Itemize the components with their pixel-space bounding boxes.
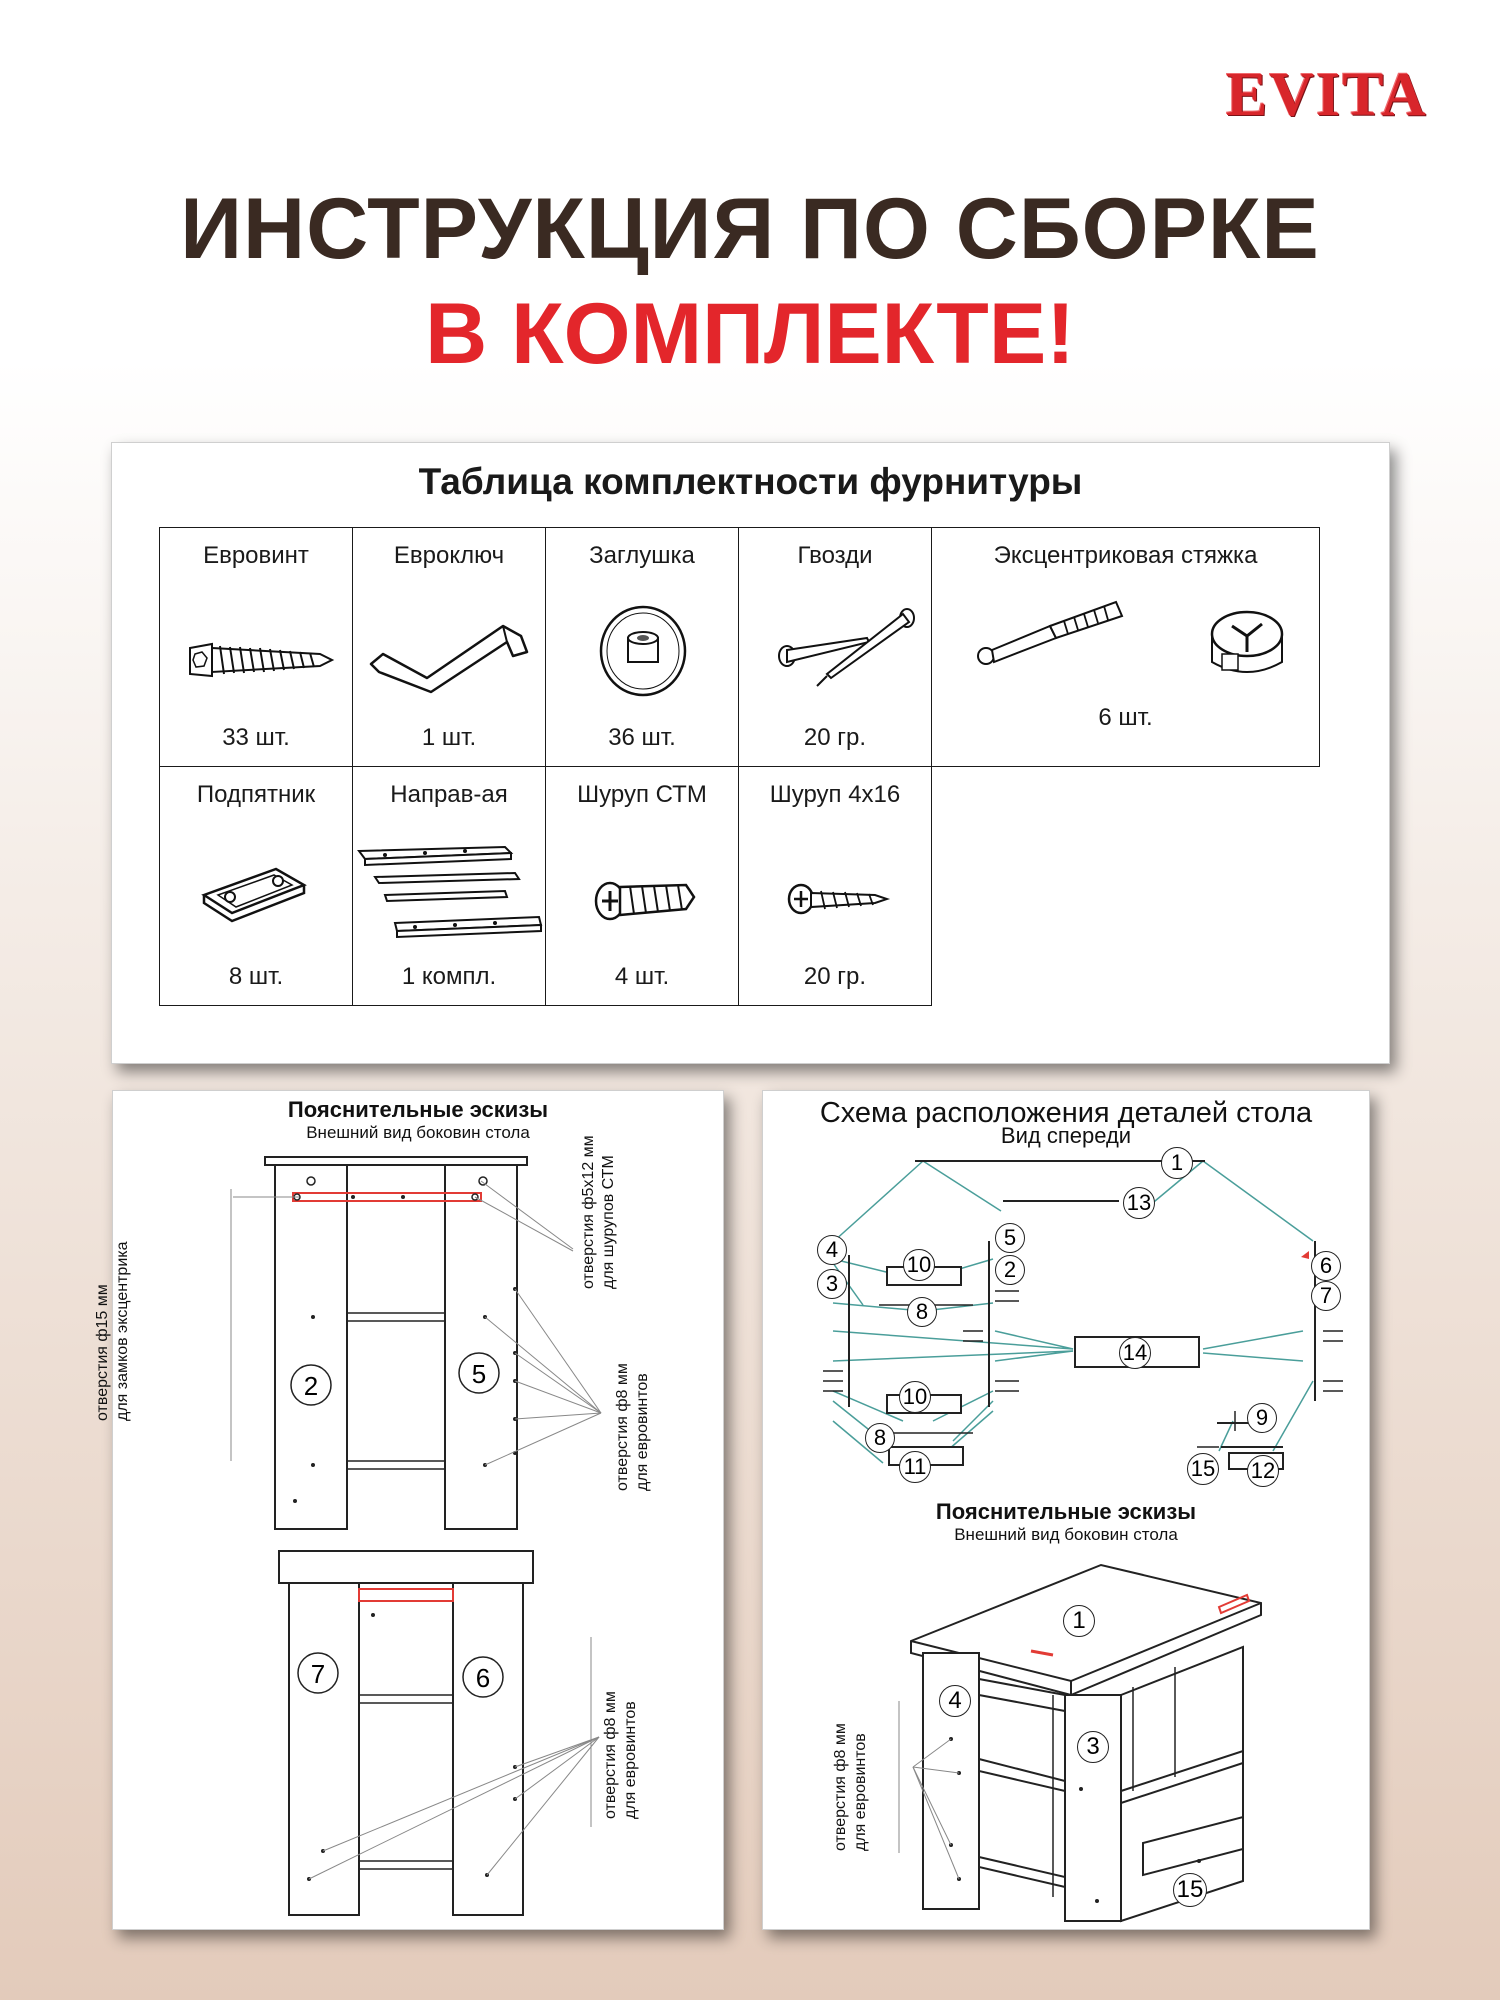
- hardware-name: Евровинт: [203, 542, 309, 569]
- cap-plug-icon: [588, 596, 698, 706]
- hardware-cell-guide: [352, 766, 546, 1006]
- hardware-name: Шуруп СТМ: [577, 781, 707, 808]
- hardware-name: Заглушка: [589, 542, 695, 569]
- part-label: 11: [899, 1451, 931, 1483]
- wood-screw-icon: [783, 857, 893, 937]
- part-label: 1: [1063, 1605, 1095, 1637]
- hardware-table-title: Таблица комплектности фурнитуры: [418, 461, 1083, 502]
- eurovint-hole-note: отверстия ф8 мм для евровинтов: [832, 1723, 869, 1851]
- eccentric-hole-note: отверстия ф15 мм для замков эксцентрика: [94, 1241, 131, 1421]
- hardware-cell-zaglushka: [545, 527, 739, 767]
- part-label: 7: [310, 1659, 326, 1689]
- eccentric-lock-icon: [1202, 596, 1292, 686]
- sketch-subtitle: Внешний вид боковин стола: [306, 1123, 530, 1142]
- part-label: 5: [995, 1223, 1025, 1253]
- sketch-title: Пояснительные эскизы: [935, 1499, 1197, 1524]
- part-label: 10: [899, 1381, 931, 1413]
- part-label: 1: [1161, 1147, 1193, 1179]
- ctm-hole-note: отверстия ф5х12 мм для шурупов СТМ: [580, 1135, 617, 1289]
- part-label: 2: [303, 1371, 319, 1401]
- part-label: 4: [939, 1685, 971, 1717]
- part-label: 4: [817, 1235, 847, 1265]
- part-label: 12: [1247, 1455, 1279, 1487]
- hardware-qty: 33 шт.: [222, 724, 290, 751]
- hardware-qty: 8 шт.: [228, 963, 284, 990]
- sketch-title: Пояснительные эскизы: [287, 1097, 549, 1122]
- scheme-title: Схема расположения деталей стола: [819, 1097, 1313, 1129]
- hardware-qty: 4 шт.: [614, 963, 670, 990]
- part-label: 9: [1247, 1403, 1277, 1433]
- part-label: 3: [817, 1269, 847, 1299]
- hardware-name: Эксцентриковая стяжка: [993, 542, 1258, 569]
- part-label: 7: [1311, 1281, 1341, 1311]
- brand-logo: EVITA: [1226, 61, 1428, 129]
- hardware-name: Евроключ: [393, 542, 505, 569]
- part-label: 2: [995, 1255, 1025, 1285]
- part-label: 6: [1311, 1251, 1341, 1281]
- hardware-cell-eccentric: [931, 527, 1320, 767]
- hardware-cell-eurovint: [159, 527, 353, 767]
- page-title: ИНСТРУКЦИЯ ПО СБОРКЕ: [180, 181, 1320, 277]
- hardware-cell-podpyatnik: [159, 766, 353, 1006]
- hardware-name: Направ-ая: [390, 781, 508, 808]
- part-label: 10: [903, 1249, 935, 1281]
- part-label: 15: [1173, 1873, 1207, 1907]
- hardware-qty: 1 компл.: [401, 963, 497, 990]
- part-label: 8: [865, 1423, 895, 1453]
- part-label: 5: [471, 1359, 487, 1389]
- eurovint-hole-note: отверстия ф8 мм для евровинтов: [614, 1363, 651, 1491]
- hardware-cell-screw-4x16: [738, 766, 932, 1006]
- hardware-qty: 20 гр.: [803, 724, 867, 751]
- hardware-name: Подпятник: [196, 781, 316, 808]
- hardware-qty: 20 гр.: [803, 963, 867, 990]
- euro-screw-icon: [180, 618, 340, 698]
- hardware-cell-gvozdi: [738, 527, 932, 767]
- page-subtitle: В КОМПЛЕКТЕ!: [425, 286, 1075, 382]
- hardware-name: Гвозди: [797, 542, 873, 569]
- drawer-rail-icon: [355, 843, 545, 953]
- layout-scheme-panel: [762, 1090, 1370, 1930]
- ctm-screw-icon: [590, 857, 700, 937]
- part-label: 3: [1077, 1731, 1109, 1763]
- hex-key-icon: [361, 606, 541, 696]
- hardware-cell-screw-ctm: [545, 766, 739, 1006]
- part-label: 14: [1119, 1337, 1151, 1369]
- part-label: 13: [1123, 1187, 1155, 1219]
- sketch-subtitle: Внешний вид боковин стола: [954, 1525, 1178, 1544]
- part-label: 6: [475, 1663, 491, 1693]
- part-label: 15: [1187, 1453, 1219, 1485]
- nails-icon: [747, 598, 927, 688]
- sidewall-sketch-panel: [94, 1090, 724, 1930]
- hardware-cell-euroclyuch: [352, 527, 546, 767]
- furniture-glide-icon: [196, 855, 316, 935]
- hardware-qty: 1 шт.: [421, 724, 477, 751]
- hardware-qty: 6 шт.: [1098, 704, 1153, 731]
- hardware-name: Шуруп 4х16: [769, 781, 901, 808]
- part-label: 8: [907, 1297, 937, 1327]
- hardware-table-panel: [111, 442, 1390, 1064]
- eurovint-hole-note: отверстия ф8 мм для евровинтов: [602, 1691, 639, 1819]
- eccentric-bolt-icon: [972, 596, 1132, 676]
- scheme-subtitle: Вид спереди: [1000, 1123, 1132, 1148]
- hardware-qty: 36 шт.: [608, 724, 676, 751]
